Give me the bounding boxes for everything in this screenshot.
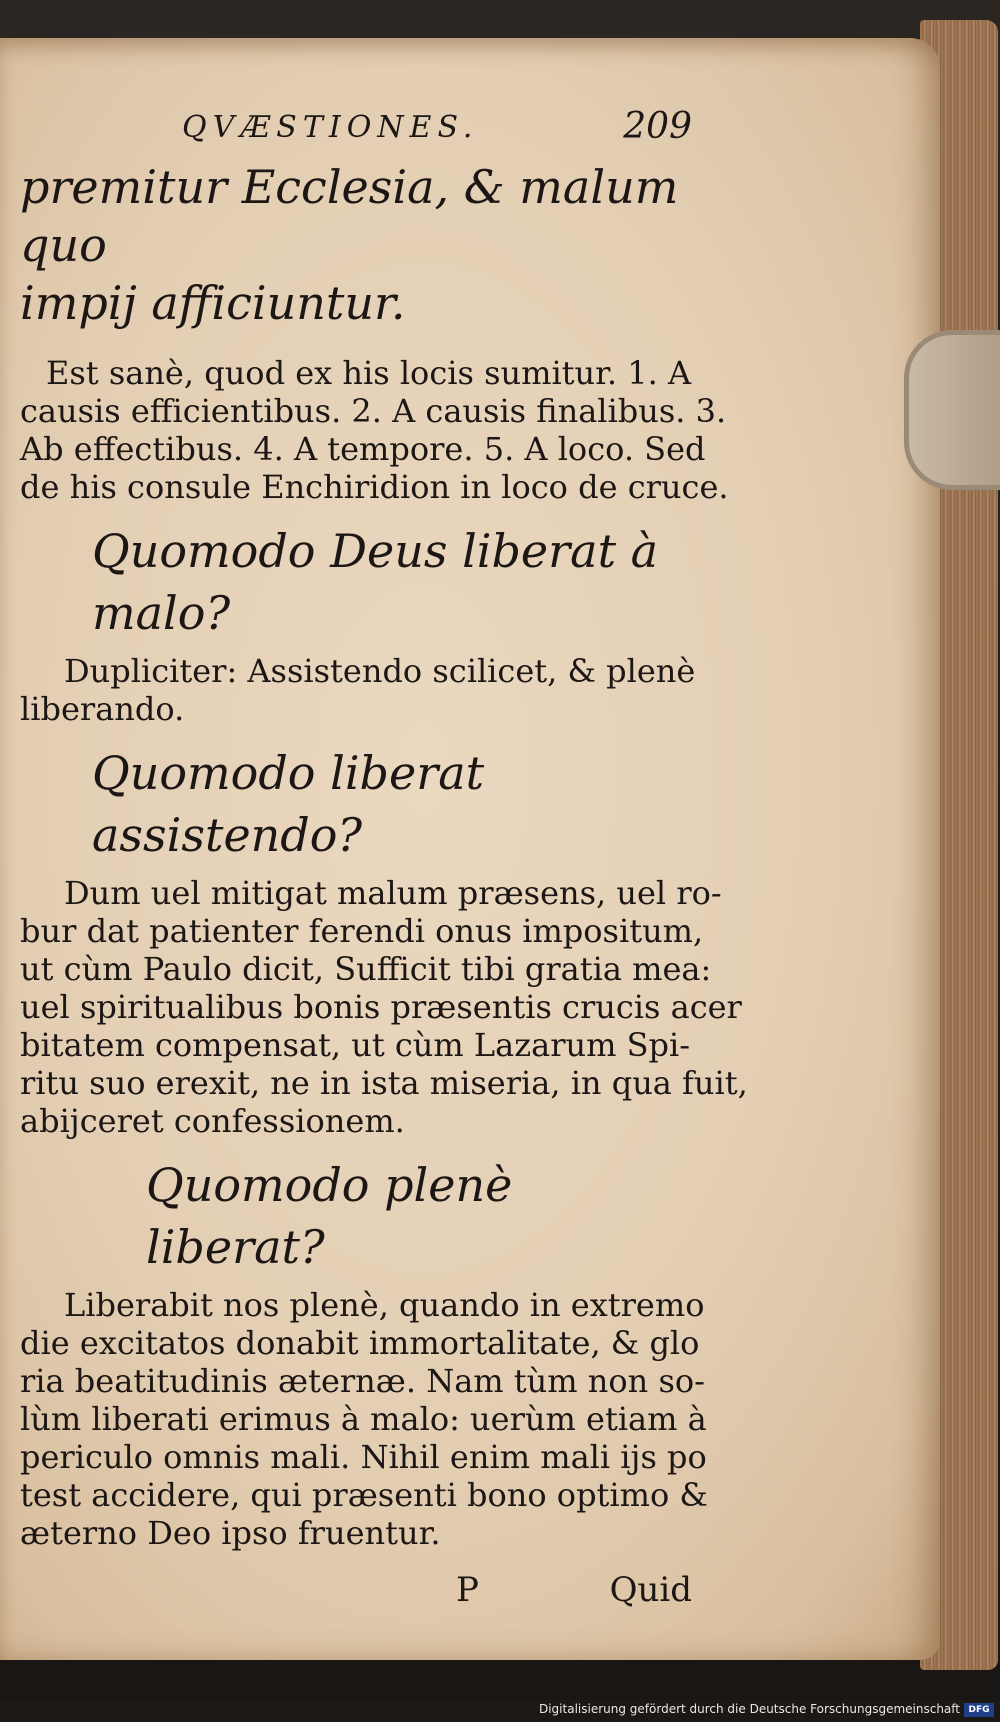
paragraph-2 <box>20 652 696 728</box>
paragraph-line: causis efficientibus. 2. A causis finalibus. 3. <box>20 392 727 430</box>
paragraph-line: bur dat patienter ferendi onus impositum, <box>20 912 704 950</box>
paragraph-line: die excitatos donabit immortalitate, & glo <box>20 1324 700 1362</box>
heading-continuation-line-2: impij afficiuntur. <box>20 276 406 330</box>
paragraph-line: lùm liberati erimus à malo: uerùm etiam à <box>20 1400 707 1438</box>
paragraph-line: Dum uel mitigat malum præsens, uel ro- <box>64 874 722 912</box>
paragraph-line: uel spiritualibus bonis præsentis crucis acer <box>20 988 742 1026</box>
paragraph-line: ria beatitudinis æternæ. Nam tùm non so- <box>20 1362 705 1400</box>
paragraph-line: test accidere, qui præsenti bono optimo & <box>20 1476 708 1514</box>
paragraph-1 <box>20 354 729 506</box>
heading-continuation-line-1: premitur Ecclesia, & malum quo <box>20 160 679 272</box>
paragraph-line: periculo omnis mali. Nihil enim mali ijs po <box>20 1438 707 1476</box>
question-heading-1: Quomodo Deus liberat à malo? <box>92 524 659 640</box>
paragraph-line: Est sanè, quod ex his locis sumitur. 1. A <box>46 354 692 392</box>
catchword: Quid <box>609 1570 692 1610</box>
paragraph-line: æterno Deo ipso fruentur. <box>20 1514 441 1552</box>
paragraph-line: de his consule Enchiridion in loco de cruce. <box>20 468 729 506</box>
question-heading-2: Quomodo liberat assistendo? <box>92 746 485 862</box>
paragraph-line: Dupliciter: Assistendo scilicet, & plenè <box>64 652 696 690</box>
paragraph-line: abijceret confessionem. <box>20 1102 405 1140</box>
page-text <box>20 106 748 1620</box>
paragraph-line: Ab effectibus. 4. A tempore. 5. A loco. Sed <box>20 430 706 468</box>
dfg-logo: DFG <box>964 1703 994 1717</box>
digitization-credit: Digitalisierung gefördert durch die Deutsche Forschungsgemeinschaft <box>538 1702 960 1716</box>
signature-mark: P <box>456 1570 479 1610</box>
page-clasp <box>904 330 1000 490</box>
paragraph-line: bitatem compensat, ut cùm Lazarum Spi- <box>20 1026 691 1064</box>
running-head-title: QVÆSTIONES. <box>182 110 479 145</box>
paragraph-line: Liberabit nos plenè, quando in extremo <box>64 1286 705 1324</box>
paragraph-line: ritu suo erexit, ne in ista miseria, in qua fuit, <box>20 1064 748 1102</box>
page-number: 209 <box>623 106 692 147</box>
paragraph-line: liberando. <box>20 690 185 728</box>
running-head <box>20 106 692 158</box>
paragraph-3 <box>20 874 748 1140</box>
paragraph-4 <box>20 1286 708 1552</box>
paragraph-line: ut cùm Paulo dicit, Sufficit tibi gratia mea: <box>20 950 712 988</box>
page-footer-line <box>20 1570 692 1620</box>
question-heading-3: Quomodo plenè liberat? <box>146 1158 513 1274</box>
